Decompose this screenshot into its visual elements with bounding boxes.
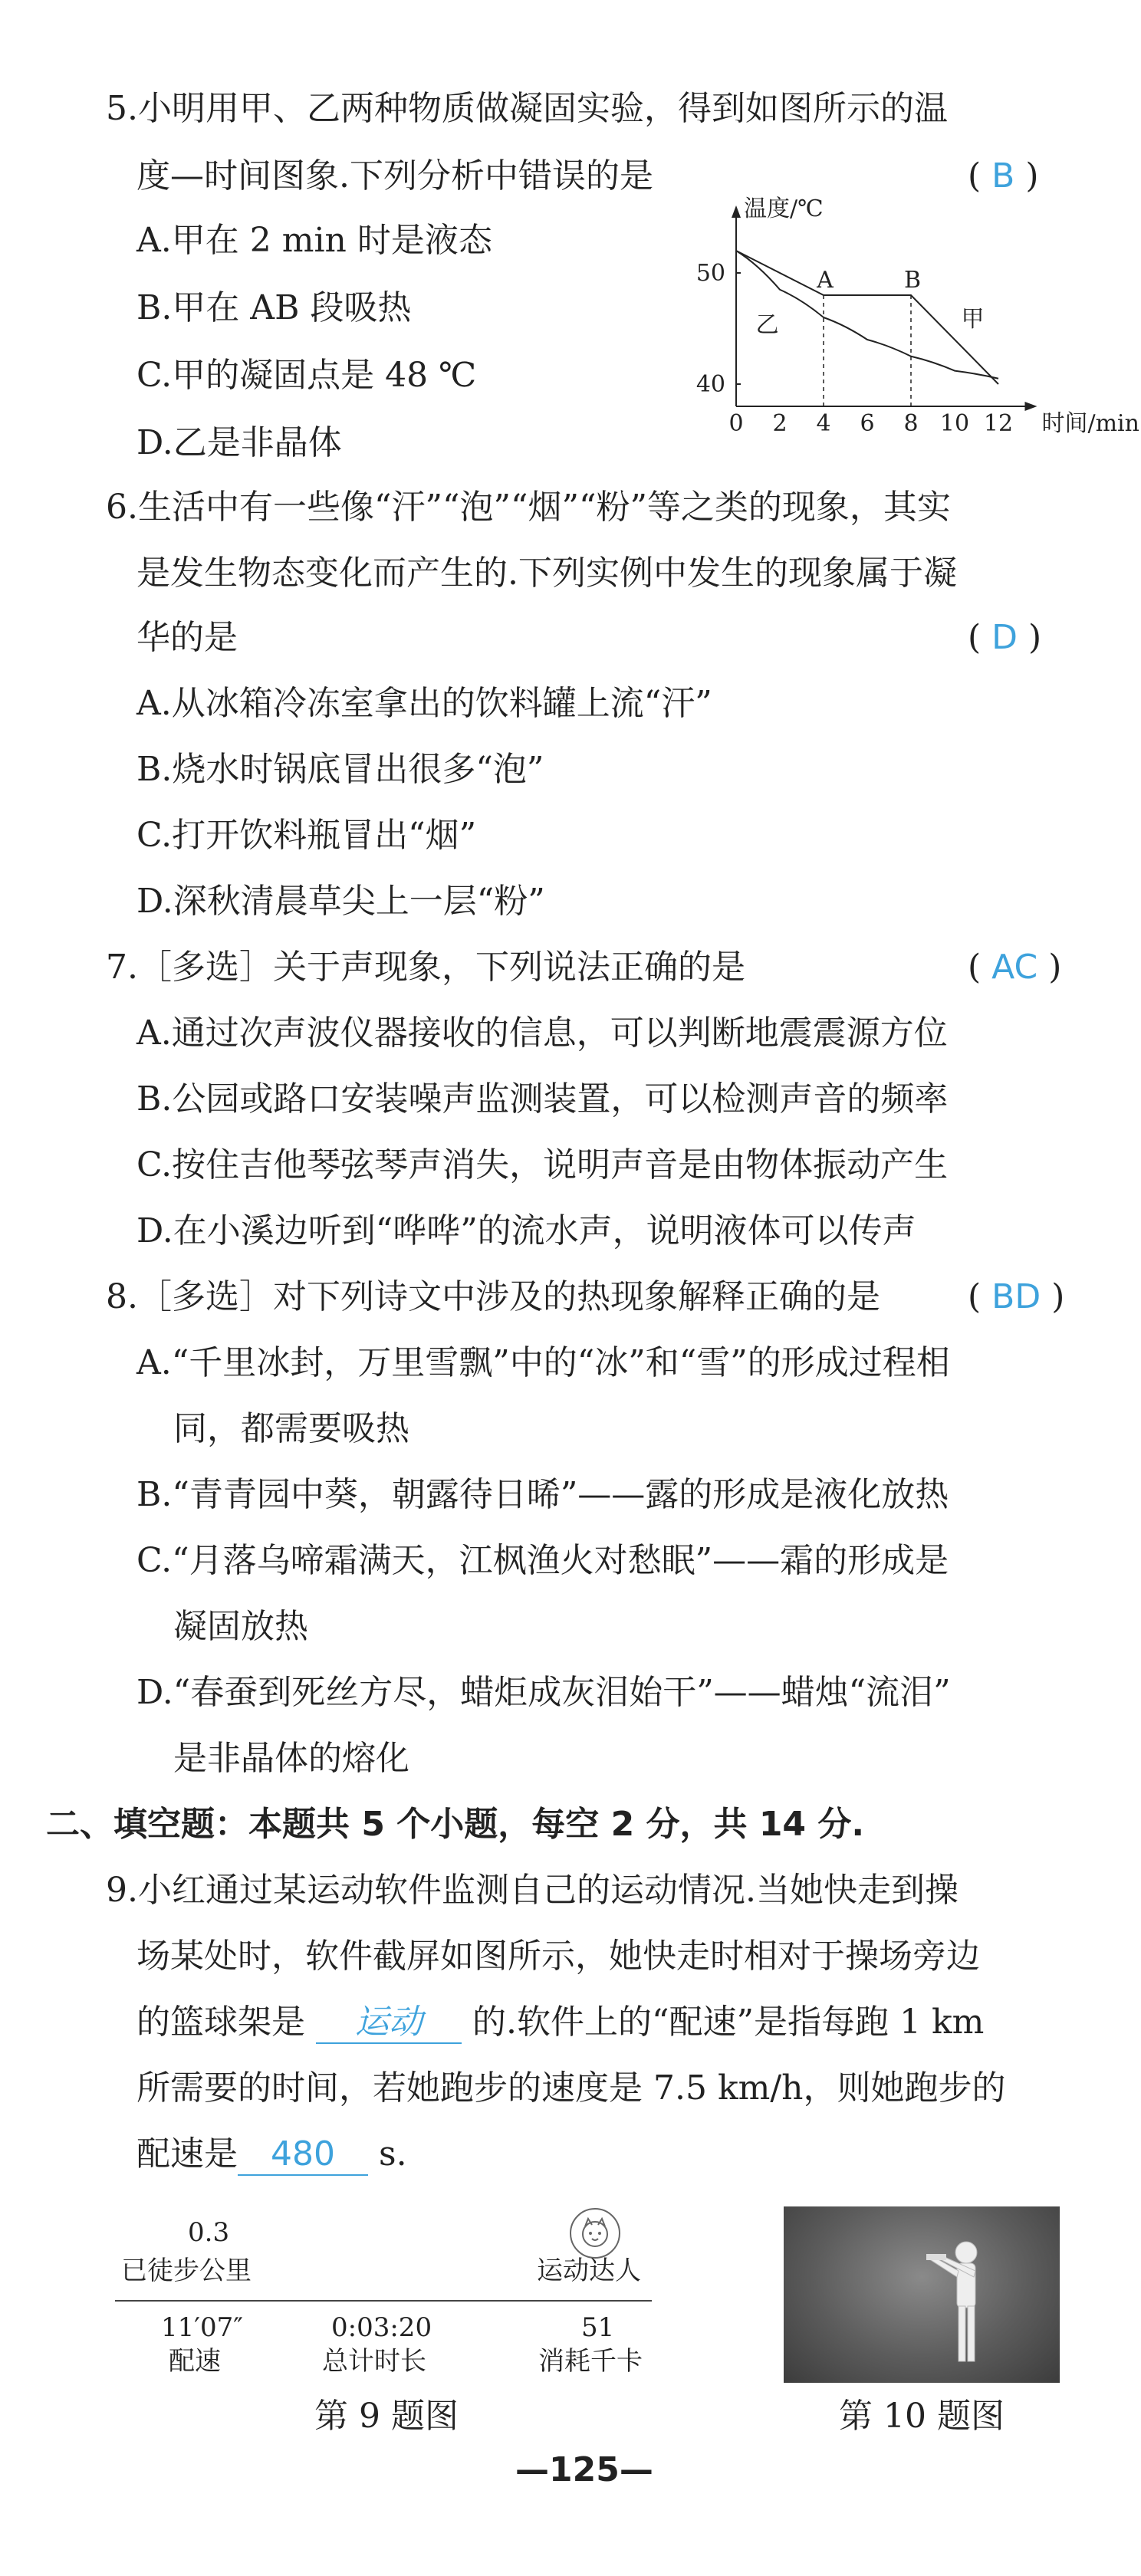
- q9-line5: [136, 2131, 407, 2177]
- q6-option-b: B.烧水时锅底冒出很多“泡”: [136, 750, 544, 789]
- page-number: —125—: [515, 2450, 653, 2489]
- q6-stem-line1: 6.生活中有一些像“汗”“泡”“烟”“粉”等之类的现象，其实: [106, 488, 951, 527]
- fig9-caption: 第 9 题图: [314, 2397, 459, 2436]
- app-divider: [115, 2300, 652, 2302]
- q5-answer-value: B: [991, 156, 1015, 196]
- q9-line3-post: 的.软件上的“配速”是指每跑 1 km: [472, 2003, 985, 2042]
- q9-line5-post: s.: [379, 2134, 407, 2174]
- duration-value: 0:03:20: [331, 2312, 432, 2343]
- q9-line3: [136, 1999, 984, 2045]
- fig10-photo: [784, 2206, 1060, 2383]
- y-tick-label: 40: [695, 371, 725, 398]
- x-tick-label: 10: [939, 410, 970, 437]
- q7-option-b: B.公园或路口安装噪声监测装置，可以检测声音的频率: [136, 1079, 949, 1119]
- q5-stem-line1: 5.小明用甲、乙两种物质做凝固实验，得到如图所示的温: [106, 89, 948, 128]
- pace-label: 配速: [169, 2346, 221, 2377]
- q8-option-a-line1: A.“千里冰封，万里雪飘”中的“冰”和“雪”的形成过程相: [136, 1343, 950, 1382]
- q9-line2: 场某处时，软件截屏如图所示，她快走时相对于操场旁边: [136, 1937, 980, 1976]
- q8-option-b: B.“青青园中葵，朝露待日晞”——露的形成是液化放热: [136, 1475, 949, 1514]
- badge-label: 运动达人: [537, 2256, 641, 2286]
- duration-label: 总计时长: [322, 2346, 426, 2377]
- series-label-yi: 乙: [755, 311, 779, 339]
- q6-option-c: C.打开饮料瓶冒出“烟”: [136, 816, 477, 855]
- point-label-b: B: [903, 267, 922, 294]
- q8-answer-value: BD: [991, 1277, 1041, 1316]
- q8-answer: ( BD ): [968, 1277, 1065, 1316]
- q7-option-a: A.通过次声波仪器接收的信息，可以判断地震震源方位: [136, 1014, 948, 1053]
- q7-option-d: D.在小溪边听到“哗哗”的流水声，说明液体可以传声: [136, 1211, 916, 1250]
- distance-value: 0.3: [188, 2217, 230, 2248]
- x-axis-arrow: [1025, 402, 1037, 411]
- pace-value: 11′07″: [161, 2312, 243, 2343]
- x-tick-label: 2: [772, 410, 788, 437]
- x-axis-label: 时间/min: [1041, 410, 1139, 437]
- q6-stem-line3: 华的是: [136, 618, 238, 657]
- fig9-app-screenshot: [115, 2208, 667, 2400]
- q7-answer-value: AC: [991, 948, 1038, 987]
- q5-option-d: D.乙是非晶体: [136, 423, 342, 462]
- q6-option-d: D.深秋清晨草尖上一层“粉”: [136, 882, 545, 921]
- q5-answer: ( B ): [968, 156, 1039, 196]
- series-label-jia: 甲: [961, 306, 985, 333]
- x-tick-label: 12: [983, 410, 1014, 437]
- temperature-time-chart: [659, 196, 1139, 460]
- q7-stem: 7.［多选］关于声现象，下列说法正确的是: [106, 948, 745, 987]
- x-tick-label: 4: [816, 410, 831, 437]
- q6-option-a: A.从冰箱冷冻室拿出的饮料罐上流“汗”: [136, 684, 712, 723]
- q5-option-c: C.甲的凝固点是 48 ℃: [136, 356, 477, 395]
- q9-line3-pre: 的篮球架是: [136, 2003, 305, 2042]
- y-axis-arrow: [732, 205, 741, 218]
- x-tick-label: 8: [903, 410, 919, 437]
- q8-option-d-line2: 是非晶体的熔化: [173, 1739, 409, 1778]
- q6-stem-line2: 是发生物态变化而产生的.下列实例中发生的现象属于凝: [136, 554, 957, 593]
- q8-stem: 8.［多选］对下列诗文中涉及的热现象解释正确的是: [106, 1277, 880, 1316]
- y-tick-label: 50: [695, 260, 725, 287]
- section2-heading: 二、填空题：本题共 5 个小题，每空 2 分，共 14 分.: [46, 1805, 865, 1844]
- q7-answer: ( AC ): [968, 948, 1062, 987]
- q8-option-d-line1: D.“春蚕到死丝方尽，蜡炬成灰泪始干”——蜡烛“流泪”: [136, 1673, 951, 1712]
- q5-option-a: A.甲在 2 min 时是液态: [136, 221, 492, 260]
- q8-option-c-line2: 凝固放热: [173, 1607, 308, 1646]
- q9-line5-pre: 配速是: [136, 2134, 238, 2174]
- q5-stem-line2: 度—时间图象.下列分析中错误的是: [136, 156, 653, 196]
- q8-option-a-line2: 同，都需要吸热: [173, 1409, 409, 1448]
- q6-answer: ( D ): [968, 618, 1042, 657]
- distance-label: 已徒步公里: [121, 2256, 252, 2286]
- q9-blank-2: 480: [238, 2134, 368, 2176]
- badge-icon: [570, 2208, 620, 2259]
- fig10-caption: 第 10 题图: [839, 2397, 1005, 2436]
- calories-label: 消耗千卡: [538, 2346, 643, 2377]
- x-tick-label: 0: [728, 410, 744, 437]
- q9-line1: 9.小红通过某运动软件监测自己的运动情况.当她快走到操: [106, 1871, 959, 1910]
- q7-option-c: C.按住吉他琴弦琴声消失，说明声音是由物体振动产生: [136, 1145, 949, 1184]
- q9-line4: 所需要的时间，若她跑步的速度是 7.5 km/h，则她跑步的: [136, 2068, 1006, 2108]
- q5-option-b: B.甲在 AB 段吸热: [136, 288, 412, 327]
- x-tick-label: 6: [860, 410, 875, 437]
- point-label-a: A: [817, 267, 834, 294]
- q9-blank-1: 运动: [316, 2003, 462, 2044]
- q6-answer-value: D: [991, 618, 1018, 657]
- q8-option-c-line1: C.“月落乌啼霜满天，江枫渔火对愁眠”——霜的形成是: [136, 1541, 949, 1580]
- calories-value: 51: [581, 2312, 615, 2343]
- y-axis-label: 温度/℃: [744, 196, 824, 222]
